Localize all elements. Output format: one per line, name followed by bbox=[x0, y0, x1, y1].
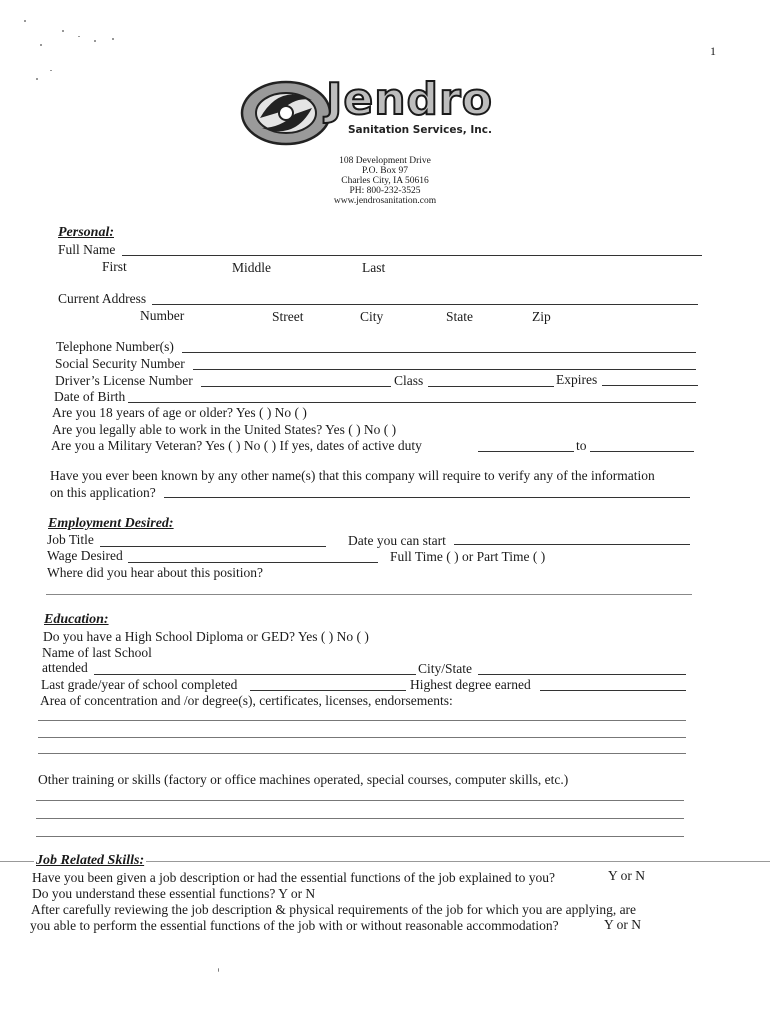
other-training-label: Other training or skills (factory or office machines operated, special courses, computer skills, etc.) bbox=[38, 772, 569, 787]
concentration-field[interactable] bbox=[38, 720, 686, 721]
telephone-label: Telephone Number(s) bbox=[56, 339, 174, 354]
section-heading-employment: Employment Desired: bbox=[48, 516, 174, 531]
diploma-question: Do you have a High School Diploma or GED? Yes ( ) No ( ) bbox=[43, 629, 369, 644]
address-state-caption: State bbox=[446, 309, 473, 324]
other-names-question: Have you ever been known by any other name(s) that this company will require to verify any of the information bbox=[50, 468, 655, 483]
veteran-question: Are you a Military Veteran? Yes ( ) No ( ) If yes, dates of active duty bbox=[51, 438, 422, 453]
other-training-field[interactable] bbox=[36, 818, 684, 819]
dob-field[interactable] bbox=[128, 402, 696, 403]
job-title-label: Job Title bbox=[47, 532, 94, 547]
active-duty-to-field[interactable] bbox=[590, 451, 694, 452]
highest-degree-label: Highest degree earned bbox=[410, 677, 531, 692]
hear-about-label: Where did you hear about this position? bbox=[47, 565, 263, 580]
start-date-label: Date you can start bbox=[348, 533, 446, 548]
current-address-label: Current Address bbox=[58, 291, 147, 306]
license-label: Driver’s License Number bbox=[55, 373, 193, 388]
active-duty-from-field[interactable] bbox=[478, 451, 574, 452]
company-phone: PH: 800-232-3525 bbox=[349, 186, 421, 196]
company-website: www.jendrosanitation.com bbox=[333, 196, 437, 206]
dob-label: Date of Birth bbox=[54, 389, 126, 404]
wage-desired-label: Wage Desired bbox=[47, 548, 123, 563]
full-name-label: Full Name bbox=[58, 242, 116, 257]
start-date-field[interactable] bbox=[454, 544, 690, 545]
hear-about-field[interactable] bbox=[46, 594, 692, 595]
page-number: 1 bbox=[710, 44, 716, 58]
address-zip-caption: Zip bbox=[532, 309, 551, 324]
full-name-field[interactable] bbox=[122, 255, 702, 256]
last-grade-field[interactable] bbox=[250, 690, 406, 691]
concentration-field[interactable] bbox=[38, 753, 686, 754]
logo-wordmark: Jendro bbox=[326, 74, 493, 125]
address-line: P.O. Box 97 bbox=[362, 166, 408, 176]
other-training-field[interactable] bbox=[36, 836, 684, 837]
wage-desired-field[interactable] bbox=[128, 562, 378, 563]
license-class-label: Class bbox=[394, 373, 424, 388]
attended-label: attended bbox=[42, 660, 88, 675]
last-grade-label: Last grade/year of school completed bbox=[41, 677, 238, 692]
concentration-label: Area of concentration and /or degree(s), certificates, licenses, endorsements: bbox=[40, 693, 453, 708]
understand-functions-question[interactable]: Do you understand these essential functions? Y or N bbox=[32, 886, 316, 901]
last-school-field[interactable] bbox=[94, 674, 416, 675]
logo-subtitle: Sanitation Services, Inc. bbox=[348, 124, 492, 136]
address-number-caption: Number bbox=[140, 308, 185, 323]
concentration-field[interactable] bbox=[38, 737, 686, 738]
license-expires-field[interactable] bbox=[602, 385, 698, 386]
perform-functions-question-cont: you able to perform the essential functions of the job with or without reasonable accommodation? bbox=[30, 918, 559, 933]
license-expires-label: Expires bbox=[556, 372, 598, 387]
other-training-field[interactable] bbox=[36, 800, 684, 801]
current-address-field[interactable] bbox=[152, 304, 698, 305]
address-city-caption: City bbox=[360, 309, 384, 324]
full-part-time-question: Full Time ( ) or Part Time ( ) bbox=[390, 549, 546, 564]
age-question: Are you 18 years of age or older? Yes ( ) No ( ) bbox=[52, 405, 307, 420]
address-line: Charles City, IA 50616 bbox=[341, 176, 429, 186]
middle-name-caption: Middle bbox=[232, 260, 271, 275]
other-names-field[interactable] bbox=[164, 497, 690, 498]
address-street-caption: Street bbox=[272, 309, 304, 324]
swirl-logo-icon bbox=[240, 78, 335, 148]
ssn-field[interactable] bbox=[193, 369, 696, 370]
license-field[interactable] bbox=[201, 386, 391, 387]
section-heading-personal: Personal: bbox=[58, 225, 114, 240]
other-names-question-cont: on this application? bbox=[50, 485, 156, 500]
last-school-label: Name of last School bbox=[42, 645, 152, 660]
perform-functions-yes-no[interactable]: Y or N bbox=[604, 917, 641, 932]
job-title-field[interactable] bbox=[100, 546, 326, 547]
telephone-field[interactable] bbox=[182, 352, 696, 353]
license-class-field[interactable] bbox=[428, 386, 554, 387]
first-name-caption: First bbox=[102, 259, 127, 274]
job-description-question: Have you been given a job description or had the essential functions of the job explained to you? bbox=[32, 870, 555, 885]
highest-degree-field[interactable] bbox=[540, 690, 686, 691]
ssn-label: Social Security Number bbox=[55, 356, 185, 371]
last-name-caption: Last bbox=[362, 260, 386, 275]
perform-functions-question: After carefully reviewing the job description & physical requirements of the job for which you are applying, are bbox=[31, 902, 637, 917]
city-state-label: City/State bbox=[418, 661, 472, 676]
active-duty-to-label: to bbox=[576, 438, 587, 453]
legal-work-question: Are you legally able to work in the United States? Yes ( ) No ( ) bbox=[52, 422, 397, 437]
company-logo bbox=[240, 74, 510, 148]
job-description-yes-no[interactable]: Y or N bbox=[608, 868, 645, 883]
company-address bbox=[300, 156, 470, 206]
address-line: 108 Development Drive bbox=[339, 156, 431, 166]
city-state-field[interactable] bbox=[478, 674, 686, 675]
section-heading-education: Education: bbox=[44, 612, 109, 627]
section-heading-skills: Job Related Skills: bbox=[36, 853, 145, 868]
